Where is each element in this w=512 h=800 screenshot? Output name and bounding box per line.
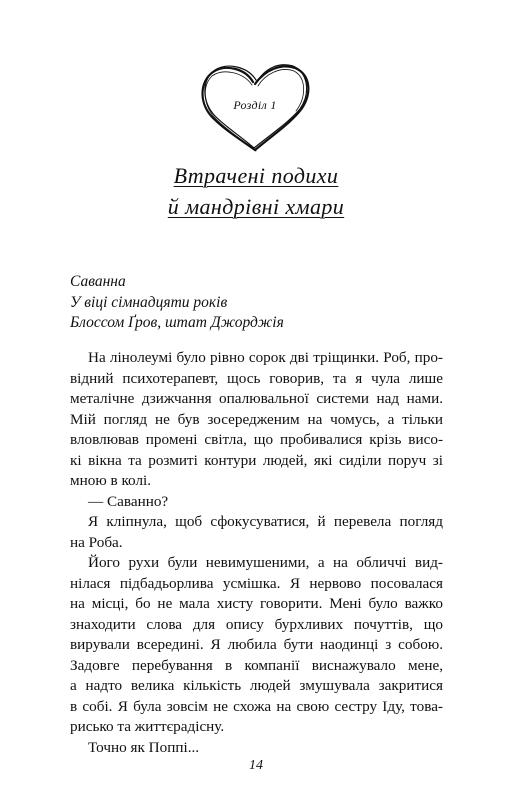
text-line: в собі. Я була зовсім не схожа на свою сестру Іду, това- [70, 697, 443, 715]
text-line: вирували всередині. Я любила бути наодинці з собою. [70, 636, 443, 653]
text-line: нілася підбадьорлива усмішка. Я нервово посовалася [70, 574, 443, 592]
chapter-title-line: Втрачені подихи [173, 163, 339, 188]
text-line: мною в колі. [70, 472, 152, 489]
text-line: вловлював промені світла, що пробивалися крізь висо- [70, 431, 443, 448]
chapter-meta [70, 272, 450, 334]
text-line: Точно як Поппі... [88, 738, 200, 756]
text-line: металічне дзижчання опалювальної системи над нами. [70, 390, 443, 407]
body-text [70, 348, 443, 758]
text-line: На лінолеумі було рівно сорок дві тріщинки. Роб, про- [88, 349, 443, 366]
text-line: кі вікна та розмиті контури людей, які сиділи поруч зі [70, 451, 443, 469]
text-line: — Саванно? [88, 492, 169, 510]
text-line: Його рухи були невимушеними, а на обличчі вид- [88, 554, 443, 571]
text-line: на місці, бо не мала хисту говорити. Мені було важко [70, 595, 443, 612]
story-location: Блоссом Ґров, штат Джорджія [70, 314, 284, 331]
page-number: 14 [249, 758, 263, 773]
chapter-heart-emblem [195, 62, 315, 154]
text-line: відний психотерапевт, щось говорив, та я чула лише [70, 369, 443, 387]
text-line: знаходити слова для опису бурхливих почуттів, що [70, 615, 443, 633]
text-line: на Роба. [70, 533, 123, 551]
text-line: а надто велика кількість людей змушувала закритися [70, 677, 443, 694]
text-line: Мій погляд не був зосередженим на чомусь, а тільки [70, 410, 443, 428]
text-line: Задовге перебування в компанії виснажувало мене, [70, 656, 443, 674]
chapter-title [0, 160, 512, 222]
chapter-label: Розділ 1 [233, 98, 277, 112]
text-line: рисько та життєрадісну. [70, 718, 225, 735]
chapter-title-line: й мандрівні хмари [167, 194, 345, 219]
text-line: Я кліпнула, щоб сфокусуватися, й перевела погляд [88, 513, 443, 530]
narrator-name: Саванна [70, 273, 126, 290]
narrator-age: У віці сімнадцяти років [70, 293, 228, 311]
